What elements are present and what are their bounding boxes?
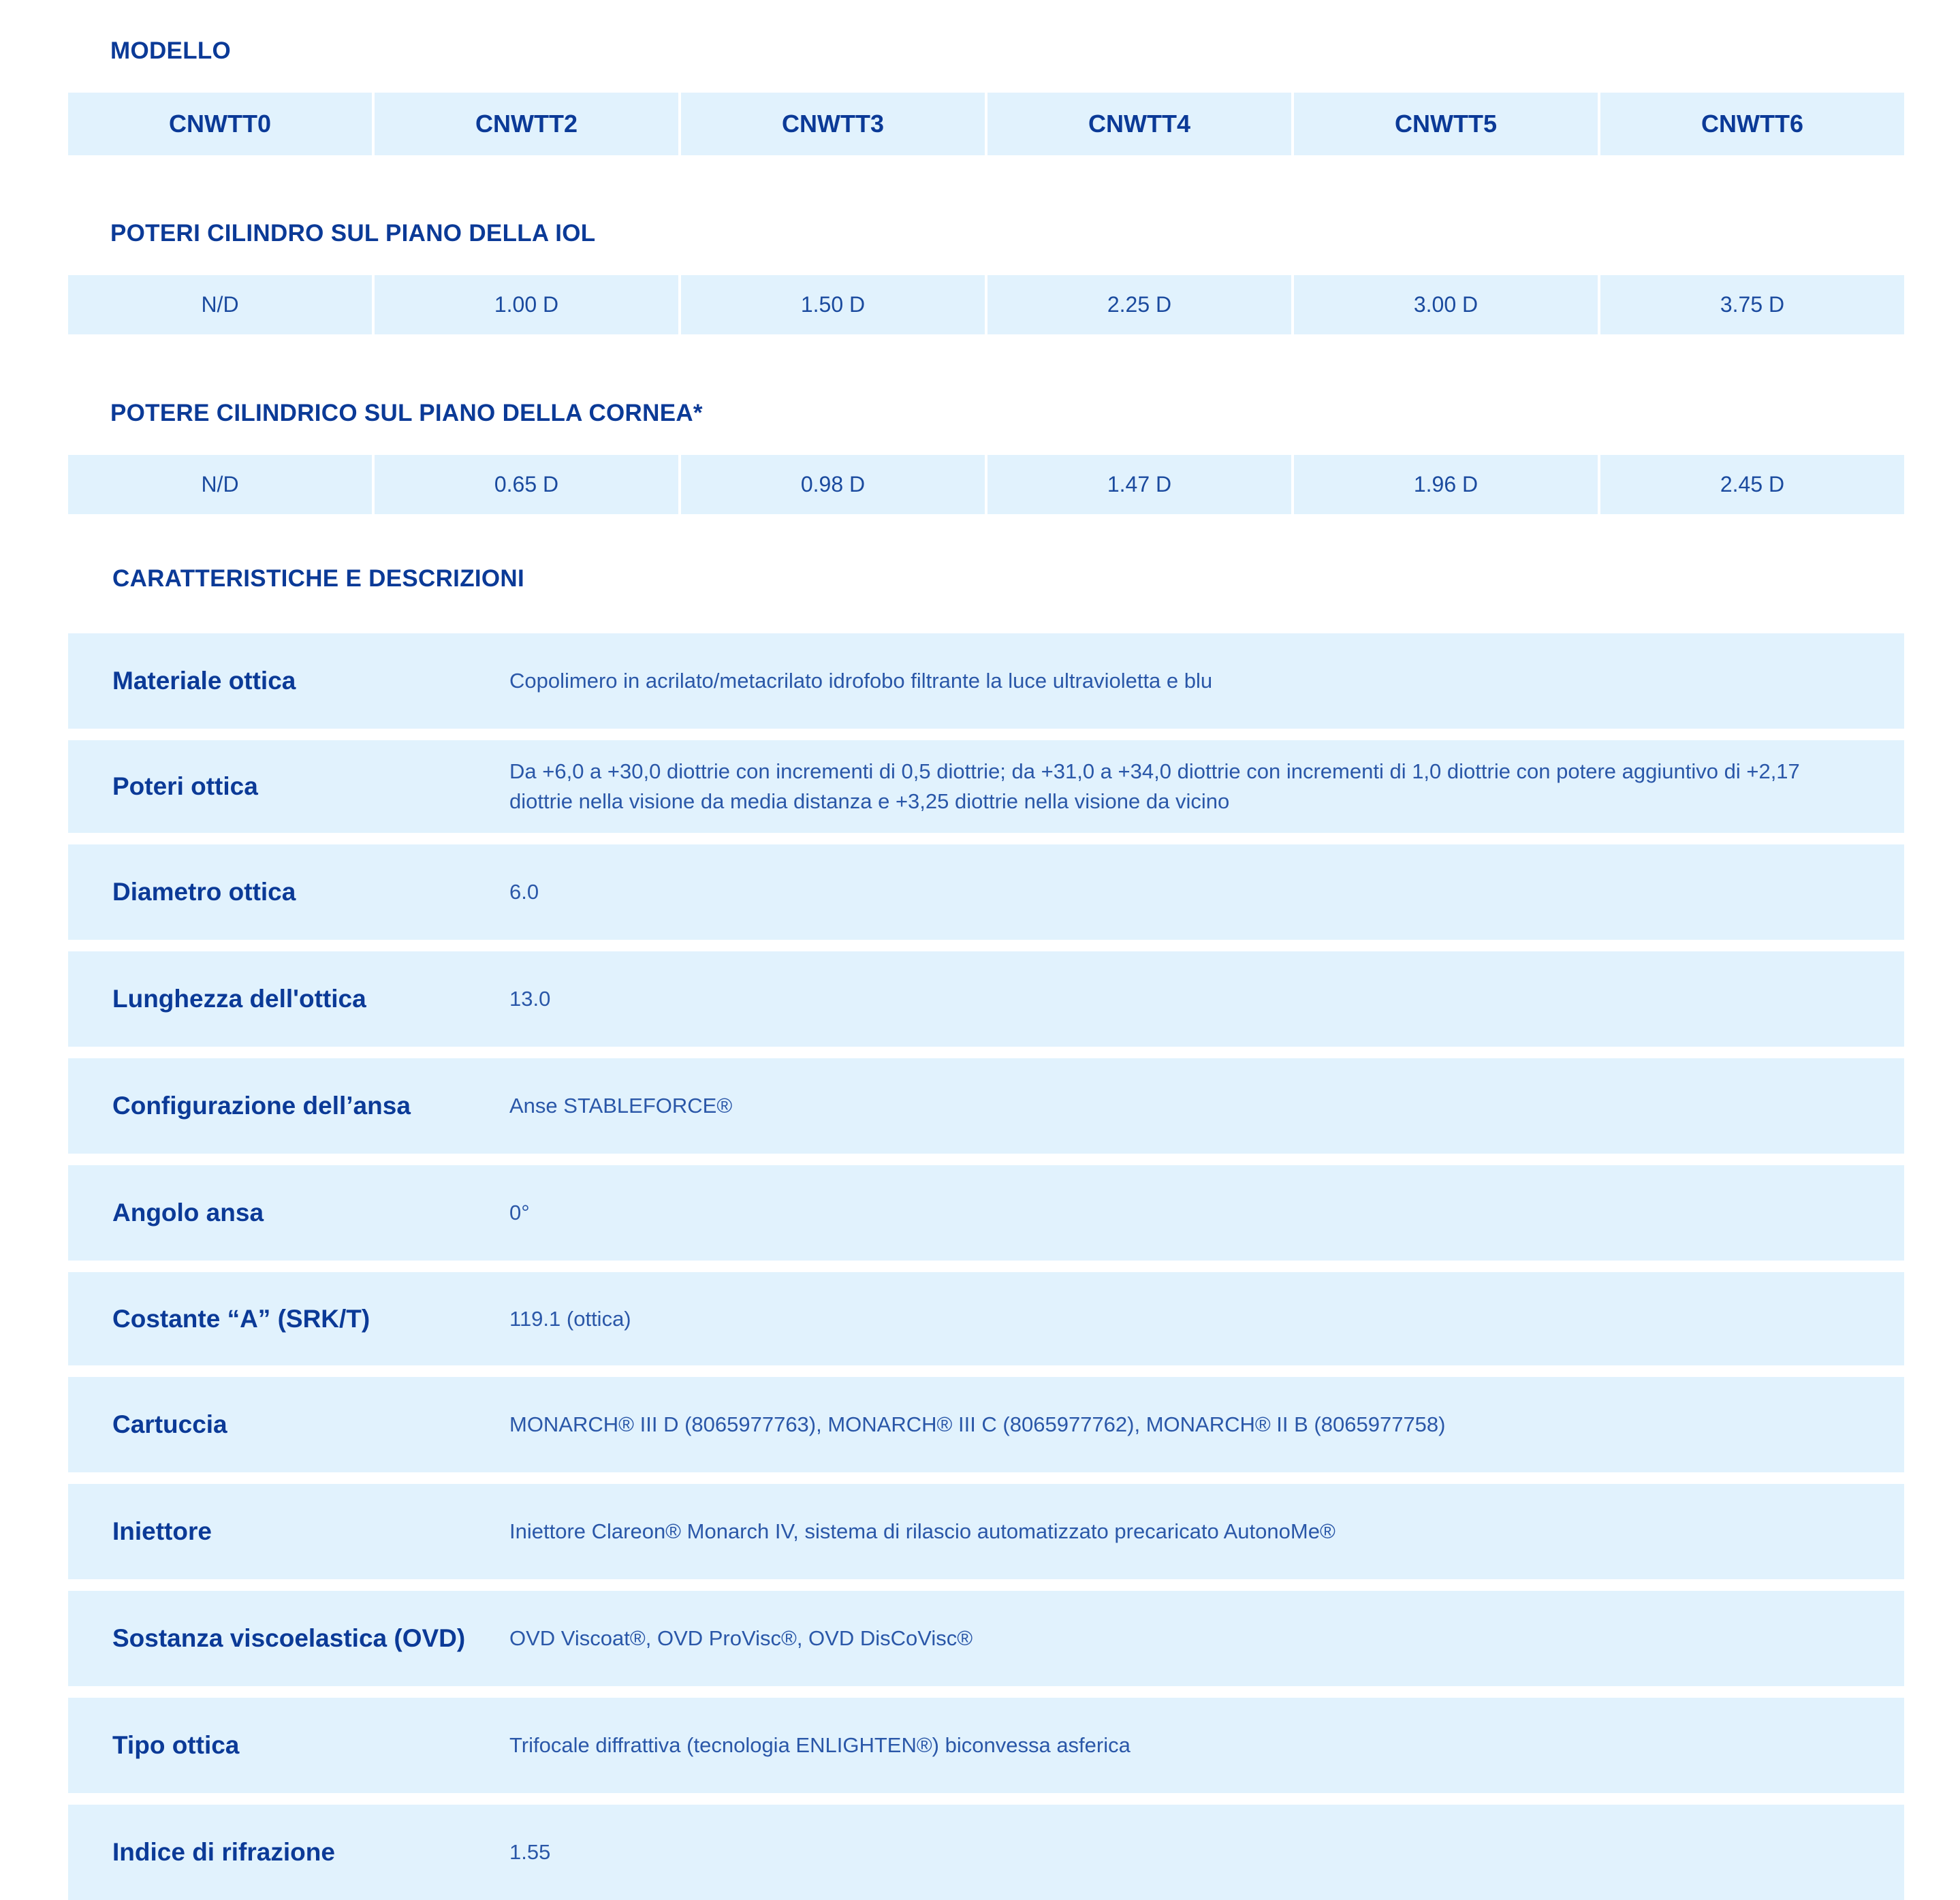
spec-row-injector [68,1484,1904,1579]
spec-value: Da +6,0 a +30,0 diottrie con incrementi di 0,5 diottrie; da +31,0 a +34,0 diottrie con incrementi di 1,0 diottrie con potere aggiuntivo di +2,17 diottrie nella visione da media distanza e +3,25 diottrie nella visione da vicino [509,759,1800,813]
model-cell: CNWTT4 [987,93,1291,155]
model-table [68,93,1904,155]
iol-cylinder-heading: POTERI CILINDRO SUL PIANO DELLA IOL [110,220,596,247]
spec-row-optic-type [68,1698,1904,1793]
cornea-cylinder-heading: POTERE CILINDRICO SUL PIANO DELLA CORNEA* [110,400,703,426]
spec-label: Cartuccia [112,1410,227,1438]
model-cell: CNWTT0 [68,93,372,155]
spec-value: 0° [509,1201,530,1224]
spec-value: Copolimero in acrilato/metacrilato idrofobo filtrante la luce ultravioletta e blu [509,669,1213,693]
spec-row-ovd [68,1591,1904,1686]
iol-cylinder-cell: 3.00 D [1294,275,1598,334]
spec-value: 13.0 [509,987,551,1011]
spec-value: Iniettore Clareon® Monarch IV, sistema di rilascio automatizzato precaricato AutonoMe® [509,1519,1335,1543]
cornea-cylinder-cell: 1.47 D [987,455,1291,514]
spec-row-haptic-angle [68,1165,1904,1261]
iol-cylinder-cell: 1.50 D [681,275,985,334]
spec-label: Materiale ottica [112,667,296,695]
cornea-cylinder-cell: N/D [68,455,372,514]
spec-label: Tipo ottica [112,1731,240,1759]
spec-value: 6.0 [509,880,539,904]
iol-cylinder-cell: 2.25 D [987,275,1291,334]
cornea-cylinder-table [68,455,1904,514]
spec-row-haptic-configuration [68,1058,1904,1154]
spec-label: Sostanza viscoelastica (OVD) [112,1624,466,1652]
iol-cylinder-cell: N/D [68,275,372,334]
spec-label: Poteri ottica [112,772,258,800]
spec-value: MONARCH® III D (8065977763), MONARCH® III C (8065977762), MONARCH® II B (8065977758) [509,1412,1446,1436]
spec-label: Costante “A” (SRK/T) [112,1304,370,1333]
spec-value: 1.55 [509,1840,551,1864]
spec-row-optic-material [68,633,1904,729]
cornea-cylinder-cell: 0.65 D [375,455,678,514]
model-cell: CNWTT5 [1294,93,1598,155]
spec-row-refractive-index [68,1805,1904,1900]
spec-label: Diametro ottica [112,878,296,906]
model-cell: CNWTT6 [1600,93,1904,155]
spec-row-cartridge [68,1377,1904,1472]
spec-label: Iniettore [112,1517,212,1545]
spec-label: Indice di rifrazione [112,1838,335,1866]
iol-cylinder-cell: 1.00 D [375,275,678,334]
spec-value: Anse STABLEFORCE® [509,1094,733,1118]
spec-row-a-constant [68,1272,1904,1365]
iol-cylinder-table [68,275,1904,334]
spec-row-optic-length [68,951,1904,1047]
model-cell: CNWTT2 [375,93,678,155]
spec-row-optic-powers [68,740,1904,833]
spec-value: 119.1 (ottica) [509,1306,631,1331]
model-cell: CNWTT3 [681,93,985,155]
cornea-cylinder-cell: 0.98 D [681,455,985,514]
spec-label: Configurazione dell’ansa [112,1092,411,1120]
cornea-cylinder-cell: 2.45 D [1600,455,1904,514]
spec-label: Lunghezza dell'ottica [112,985,366,1013]
specs-heading: CARATTERISTICHE E DESCRIZIONI [112,565,525,592]
spec-value: OVD Viscoat®, OVD ProVisc®, OVD DisCoVisc® [509,1626,973,1650]
spec-row-optic-diameter [68,844,1904,940]
model-heading: MODELLO [110,37,232,64]
spec-value: Trifocale diffrattiva (tecnologia ENLIGHTEN®) biconvessa asferica [509,1733,1131,1757]
iol-cylinder-cell: 3.75 D [1600,275,1904,334]
cornea-cylinder-cell: 1.96 D [1294,455,1598,514]
spec-label: Angolo ansa [112,1199,264,1226]
